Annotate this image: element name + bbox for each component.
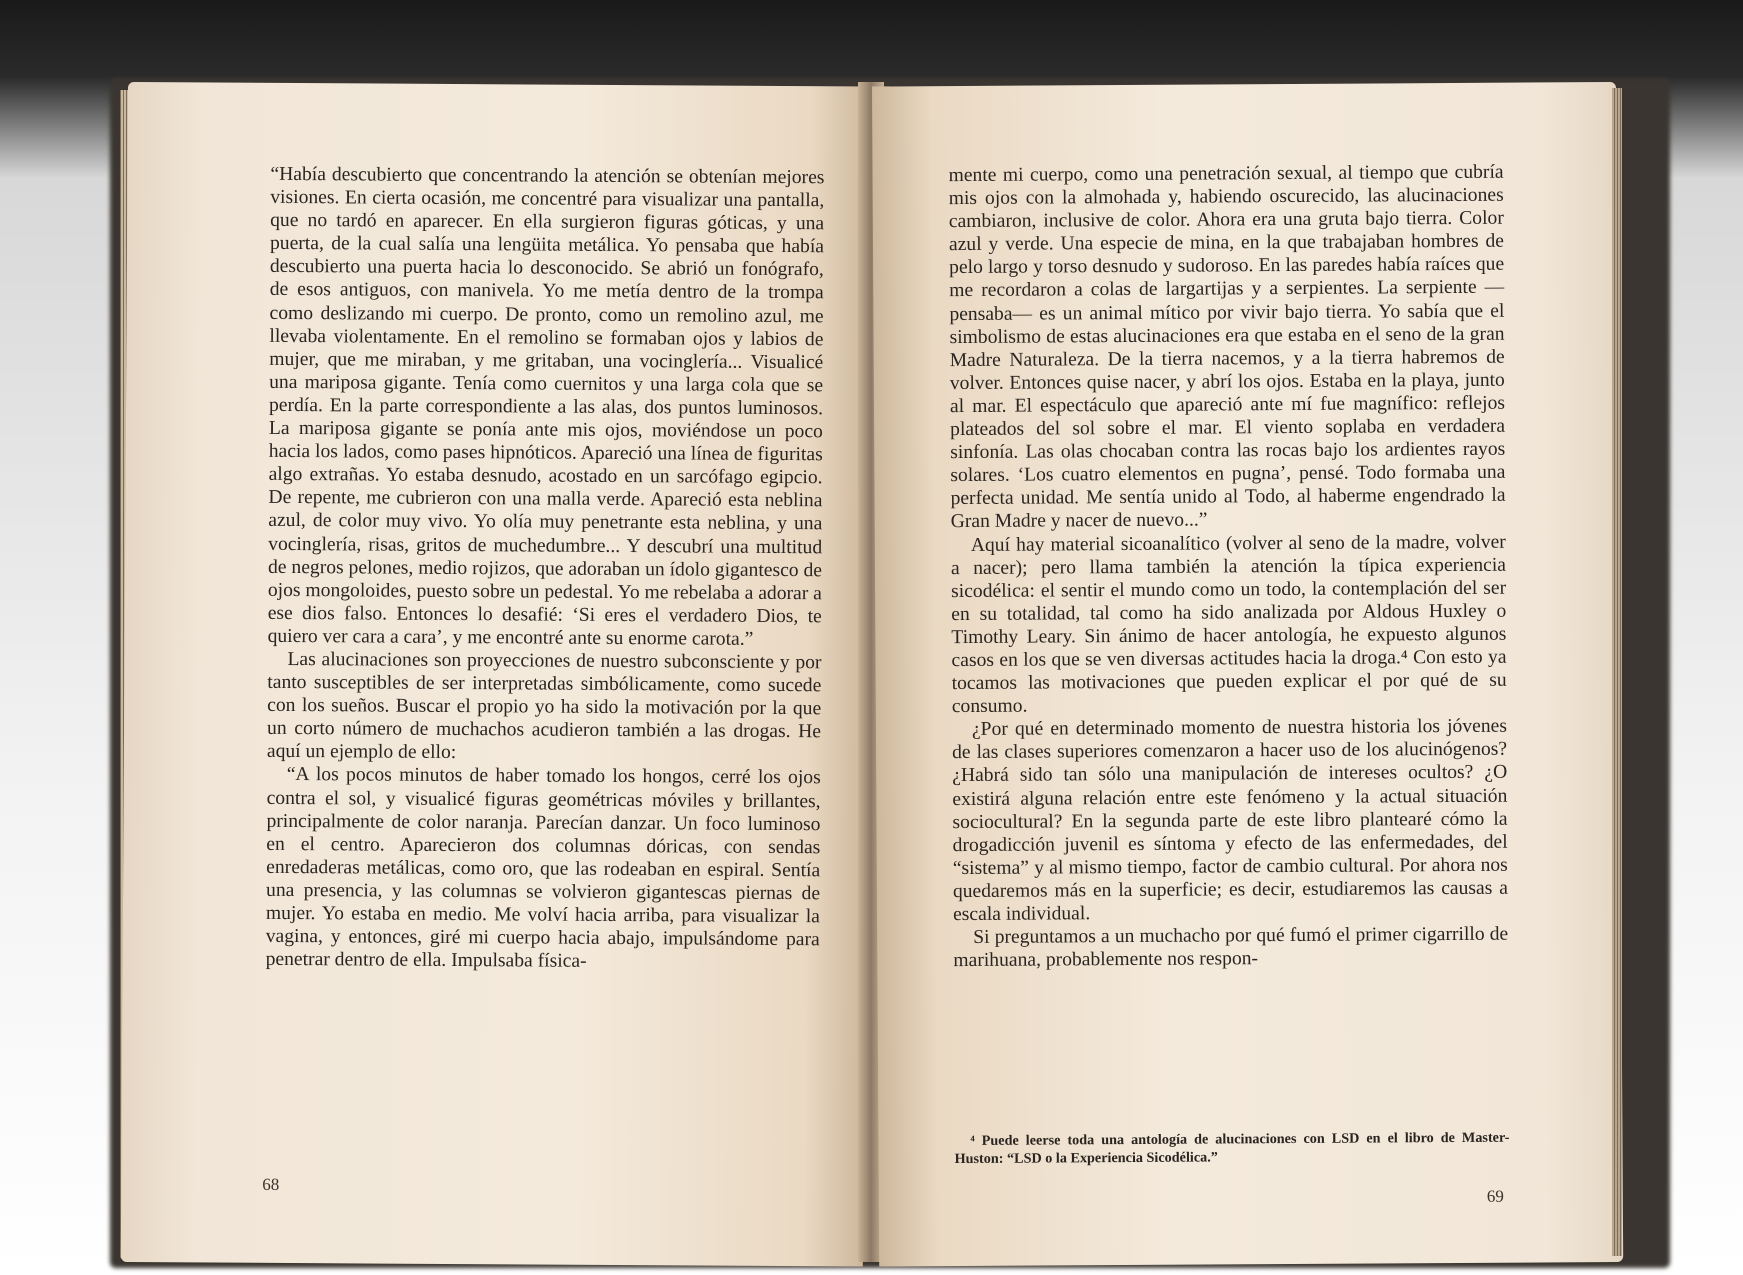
left-page-text	[266, 163, 825, 975]
right-paragraph-2: Aquí hay material sicoanalítico (volver al seno de la madre, volver a nacer); pero llama también la atención la típica experiencia sicodélica: el sentir el mundo como un todo, la contemplación del ser en su totalidad, tal como ha sido analizada por Aldous Huxley o Timothy Leary. Sin ánimo de hacer antología, he expuesto algunos casos en los que se ven diversas actitudes hacia la droga.⁴ Con esto ya tocamos las motivaciones que pueden explicar el por qué de su consumo.	[950, 531, 1507, 718]
right-paragraph-3: ¿Por qué en determinado momento de nuestra historia los jóvenes de las clases superiores comenzaron a hacer uso de los alucinógenos? ¿Habrá sido tan sólo una manipulación de intereses ocultos? ¿O existirá alguna relación entre este fenómeno y la actual situación sociocultural? En la segunda parte de este libro plantearé cómo la drogadicción juvenil es síntoma y efecto de las enfermedades, del “sistema” y al mismo tiempo, factor de cambio cultural. Por ahora nos quedaremos más en la superficie; es decir, estudiaremos las causas a escala individual.	[952, 715, 1508, 926]
left-page-number: 68	[262, 1174, 280, 1194]
right-page-number: 69	[1486, 1186, 1504, 1206]
left-paragraph-2: Las alucinaciones son proyecciones de nuestro subconsciente y por tanto susceptibles de ser interpretadas simbólicamente, como sucede con los sueños. Buscar el propio yo ha sido la motivación por la que un corto número de muchachos acudieron también a las drogas. He aquí un ejemplo de ello:	[266, 648, 822, 764]
left-paragraph-1: “Había descubierto que concentrando la atención se obtenían mejores visiones. En cierta ocasión, me concentré para visualizar una pantalla, que no tardó en aparecer. En ella surgieron figuras góticas, y una puerta, de la cual salía una lengüita metálica. Yo pensaba que había descubierto una puerta hacia lo desconocido. Se abrió un fonógrafo, de esos antiguos, con manivela. Yo me metía dentro de la trompa como deslizando mi cuerpo. De pronto, como un remolino azul, me llevaba violentamente. En el remolino se formaban ojos y labios de mujer, que me miraban, y me gritaban, una vocinglería... Visualicé una mariposa gigante. Tenía como cuernitos y una larga cola que se perdía. En la parte correspondiente a las alas, dos puntos luminosos. La mariposa gigante se ponía ante mis ojos, moviéndose un poco hacia los lados, como pases hipnóticos. Apareció una línea de figuritas algo extrañas. Yo estaba desnudo, acostado en un sarcófago egipcio. De repente, me cubrieron con una malla verde. Apareció esta neblina azul, de color muy vivo. Yo olía muy penetrante esta neblina, y una vocinglería, risas, gritos de muchedumbre... Y descubrí una multitud de negros pelones, medio rojizos, que adoraban un ídolo gigantesco de ojos mongoloides, puesto sobre un pedestal. Yo me rebelaba a adorar a ese dios falso. Entonces lo desafié: ‘Si eres el verdadero Dios, te quiero ver cara a cara’, y me encontré ante su enorme carota.”	[267, 163, 825, 650]
right-page-text	[948, 161, 1508, 973]
right-paragraph-1: mente mi cuerpo, como una penetración sexual, al tiempo que cubría mis ojos con la almohada y, habiendo oscurecido, las alucinaciones cambiaron, inclusive de color. Ahora era una gruta bajo tierra. Color azul y verde. Una especie de mina, en la que trabajaban hombres de pelo largo y torso desnudo y sudoroso. En las paredes había raíces que me recordaron a colas de largartijas y a serpientes. La serpiente —pensaba— es un animal mítico por vivir bajo tierra. Yo sabía que el simbolismo de estas alucinaciones era que estaba en el seno de la gran Madre Naturaleza. De la tierra nacemos, y a la tierra habremos de volver. Entonces quise nacer, y abrí los ojos. Estaba en la playa, junto al mar. El espectáculo que apareció ante mí fue magnífico: reflejos plateados del sol sobre el mar. El viento soplaba en verdadera sinfonía. Las olas chocaban contra las rocas bajo los ardientes rayos solares. ‘Los cuatro elementos en pugna’, pensé. Todo formaba una perfecta unidad. Me sentía unido al Todo, al haberme engendrado la Gran Madre y nacer de nuevo...”	[948, 161, 1506, 533]
footnote	[954, 1129, 1509, 1168]
right-page	[872, 82, 1623, 1267]
left-page	[121, 82, 870, 1267]
footnote-text: ⁴ Puede leerse toda una antología de alucinaciones con LSD en el libro de Master-Huston: “LSD o la Experiencia Sicodélica.”	[954, 1129, 1510, 1168]
left-paragraph-3: “A los pocos minutos de haber tomado los hongos, cerré los ojos contra el sol, y visualicé figuras geométricas móviles y brillantes, principalmente de color naranja. Parecían danzar. Un foco luminoso en el centro. Aparecieron dos columnas dóricas, con sendas enredaderas metálicas, como oro, que las rodeaban en espiral. Sentía una presencia, y las columnas se volvieron gigantescas piernas de mujer. Yo estaba en medio. Me volví hacia arriba, para visualizar la vagina, y entonces, giré mi cuerpo hacia abajo, impulsándome para penetrar dentro de ella. Impulsaba física-	[265, 764, 821, 973]
right-page-edges	[1612, 88, 1622, 1256]
right-paragraph-4: Si preguntamos a un muchacho por qué fumó el primer cigarrillo de marihuana, probablemente nos respon-	[953, 923, 1509, 972]
